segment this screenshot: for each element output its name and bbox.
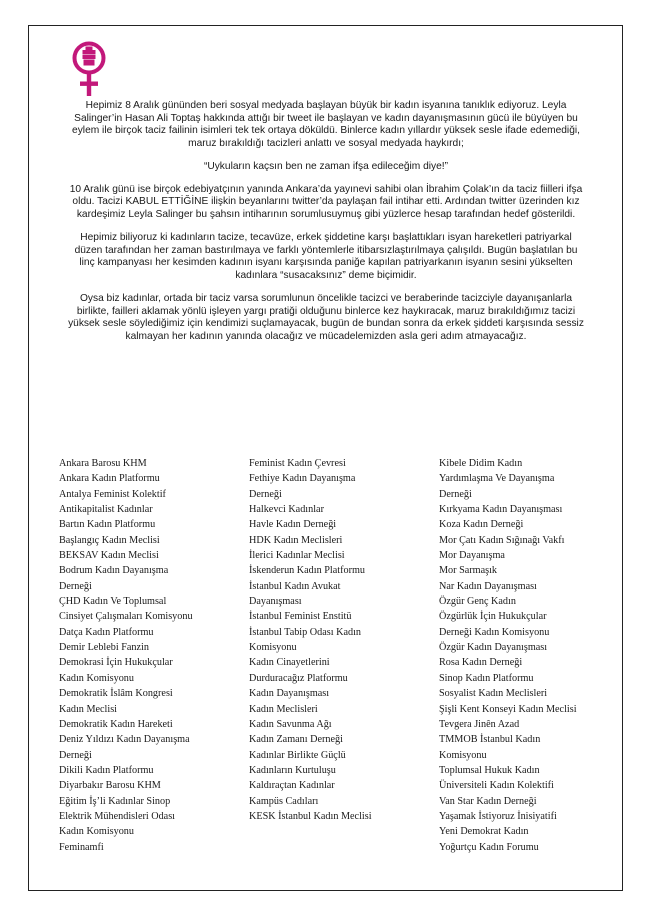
page-frame (28, 25, 623, 891)
signatory-line: Rosa Kadın Derneği (439, 657, 523, 669)
signatory-line: Dayanışması (249, 596, 302, 608)
signatory-line: Başlangıç Kadın Meclisi (59, 534, 160, 546)
signatory-line: Özgürlük İçin Hukukçular (439, 611, 547, 623)
signatory-line: BEKSAV Kadın Meclisi (59, 550, 159, 562)
paragraph-quote: “Uykuların kaçsın ben ne zaman ifşa edileceğim diye!” (203, 161, 449, 172)
signatory-line: Kadın Komisyonu (59, 826, 134, 838)
signatory-line: Bodrum Kadın Dayanışma (59, 565, 169, 577)
paragraph-december-10: 10 Aralık günü ise birçok edebiyatçının yanında Ankara’da yayınevi sahibi olan İbrahim Çolak’ın da taciz fiilleri ifşa oldu. Tacizi KABUL ETTİĞİNE ilişkin beyanlarını twitter’da paylaşan fail intihar etti. Ardından twitter üzerinden kız kardeşimiz Leyla Salinger bu şahsın intiharının sorumlusuymuş gibi yüzlerce hesap tarafından hedef gösterildi. (69, 183, 583, 220)
signatory-line: Yaşamak İstiyoruz İnisiyatifi (439, 810, 557, 822)
signatory-line: Kırkyama Kadın Dayanışması (439, 504, 563, 516)
signatory-line: Şişli Kent Konseyi Kadın Meclisi (439, 703, 577, 715)
signatory-line: Feminist Kadın Çevresi (249, 458, 346, 469)
signatory-line: Kadın Dayanışması (249, 688, 330, 700)
signatories-column-3 (439, 456, 577, 855)
signatory-line: İstanbul Feminist Enstitü (249, 611, 352, 623)
signatory-line: Kadın Cinayetlerini (249, 657, 330, 669)
signatory-line: Cinsiyet Çalışmaları Komisyonu (59, 611, 193, 623)
signatory-line: Kadın Meclisi (59, 703, 118, 715)
signatory-line: Durduracağız Platformu (249, 672, 348, 684)
signatory-line: Özgür Kadın Dayanışması (439, 642, 548, 654)
signatory-line: Sosyalist Kadın Meclisleri (439, 688, 548, 700)
signatory-line: KESK İstanbul Kadın Meclisi (249, 810, 372, 822)
signatory-line: TMMOB İstanbul Kadın (439, 734, 541, 746)
signatory-line: Kadınların Kurtuluşu (249, 764, 336, 776)
signatories-column-2 (249, 456, 372, 824)
signatory-line: Deniz Yıldızı Kadın Dayanışma (59, 734, 190, 746)
signatory-line: Yeni Demokrat Kadın (439, 826, 529, 838)
signatory-line: Ankara Barosu KHM (59, 458, 147, 469)
signatory-line: Komisyonu (249, 642, 297, 654)
signatory-line: Kadın Zamanı Derneği (249, 734, 343, 746)
signatory-line: ÇHD Kadın Ve Toplumsal (59, 596, 167, 608)
signatory-line: Elektrik Mühendisleri Odası (59, 810, 176, 822)
signatory-line: Bartın Kadın Platformu (59, 519, 156, 531)
signatory-line: Nar Kadın Dayanışması (439, 580, 537, 592)
signatory-line: Kadın Komisyonu (59, 672, 134, 684)
signatory-line: Komisyonu (439, 749, 487, 761)
signatory-line: Ankara Kadın Platformu (59, 473, 160, 485)
signatory-line: İskenderun Kadın Platformu (249, 565, 365, 577)
signatory-line: Mor Sarmaşık (439, 565, 498, 577)
signatory-line: Toplumsal Hukuk Kadın (439, 764, 540, 776)
signatory-line: Kadın Meclisleri (249, 703, 318, 715)
signatory-line: Mor Çatı Kadın Sığınağı Vakfı (439, 534, 565, 546)
signatory-line: Derneği (59, 580, 92, 592)
signatory-line: İlerici Kadınlar Meclisi (249, 550, 345, 562)
signatory-line: Antalya Feminist Kolektif (59, 488, 166, 500)
signatory-line: Mor Dayanışma (439, 550, 505, 562)
signatory-line: İstanbul Kadın Avukat (249, 580, 341, 592)
paragraph-patriarchy: Hepimiz biliyoruz ki kadınların tacize, tecavüze, erkek şiddetine karşı başlattıkları isyan hareketleri patriyarkal düzen tarafından her zaman bastırılmaya ve farklı yöntemlerle itibarsızlaştırılmaya çalışıldı. Bugün başlatılan bu linç kampanyası her kesimden kadının isyanı karşısında paniğe kapılan patriyarkanın isyanın sesini yükselten kadınlara “susacaksınız” deme biçimidir. (74, 232, 578, 281)
signatory-line: Datça Kadın Platformu (59, 626, 154, 638)
signatory-line: Eğitim İş’li Kadınlar Sinop (59, 795, 171, 807)
signatory-line: Halkevci Kadınlar (249, 504, 324, 516)
signatory-line: Kadınlar Birlikte Güçlü (249, 749, 346, 761)
signatory-line: Feminamfi (59, 841, 104, 853)
signatory-line: Van Star Kadın Derneği (439, 795, 537, 807)
signatory-line: Üniversiteli Kadın Kolektifi (439, 780, 554, 792)
signatory-line: Antikapitalist Kadınlar (59, 504, 153, 516)
signatory-line: Derneği (59, 749, 92, 761)
signatory-line: Demir Leblebi Fanzin (59, 642, 149, 654)
signatory-line: İstanbul Tabip Odası Kadın (249, 626, 361, 638)
signatory-line: Fethiye Kadın Dayanışma (249, 473, 356, 485)
signatory-line: Yardımlaşma Ve Dayanışma (439, 473, 555, 485)
signatory-line: Yoğurtçu Kadın Forumu (439, 841, 539, 853)
signatory-line: Derneği Kadın Komisyonu (439, 626, 550, 638)
signatory-line: Havle Kadın Derneği (249, 519, 337, 531)
signatory-line: Derneği (439, 488, 472, 500)
signatory-line: Kampüs Cadıları (249, 795, 319, 807)
signatory-line: Diyarbakır Barosu KHM (59, 780, 161, 792)
signatories-column-1 (59, 456, 193, 855)
signatory-line: Kibele Didim Kadın (439, 458, 523, 469)
signatory-line: Koza Kadın Derneği (439, 519, 524, 531)
signatory-line: Demokrasi İçin Hukukçular (59, 657, 173, 669)
signatory-line: Dikili Kadın Platformu (59, 764, 154, 776)
statement-text (67, 100, 585, 354)
signatory-line: Demokratik İslâm Kongresi (59, 688, 173, 700)
signatory-line: Kaldıraçtan Kadınlar (249, 780, 335, 792)
signatory-line: Özgür Genç Kadın (439, 596, 516, 608)
paragraph-conclusion: Oysa biz kadınlar, ortada bir taciz varsa sorumlunun öncelikle tacizci ve beraberinde tacizciyle dayanışanlarla birlikte, failleri aklamak yönlü işleyen yargı pratiği olduğunu binlerce kez haykıracak, maruz bırakıldığımız tacizi yüksek sesle söylediğimiz için kendimizi suçlamayacak, bugün de bundan sonra da erkek şiddeti karşısında sessiz kalmayan her kadının yanında olacağız ve mücadelemizden asla geri adım atmayacağız. (68, 293, 584, 342)
paragraph-intro: Hepimiz 8 Aralık gününden beri sosyal medyada başlayan büyük bir kadın isyanına tanıklık ediyoruz. Leyla Salinger’in Hasan Ali Toptaş hakkında attığı bir tweet ile başlayan ve kadın dayanışmasının gücü ile büyüyen bu eylem ile birçok taciz failinin isimleri tek tek ortaya döküldü. Binlerce kadın yıllardır yüksek sesle ifade edemediği, maruz bırakıldığı tacizleri anlattı ve sosyal medyada haykırdı; (72, 100, 580, 149)
signatory-line: Kadın Savunma Ağı (249, 718, 332, 730)
signatory-line: Tevgera Jinên Azad (439, 718, 520, 730)
signatory-line: Derneği (249, 488, 282, 500)
feminist-fist-venus-icon (72, 40, 106, 100)
signatory-line: Demokratik Kadın Hareketi (59, 718, 173, 730)
signatory-line: HDK Kadın Meclisleri (249, 534, 343, 546)
signatory-line: Sinop Kadın Platformu (439, 672, 534, 684)
